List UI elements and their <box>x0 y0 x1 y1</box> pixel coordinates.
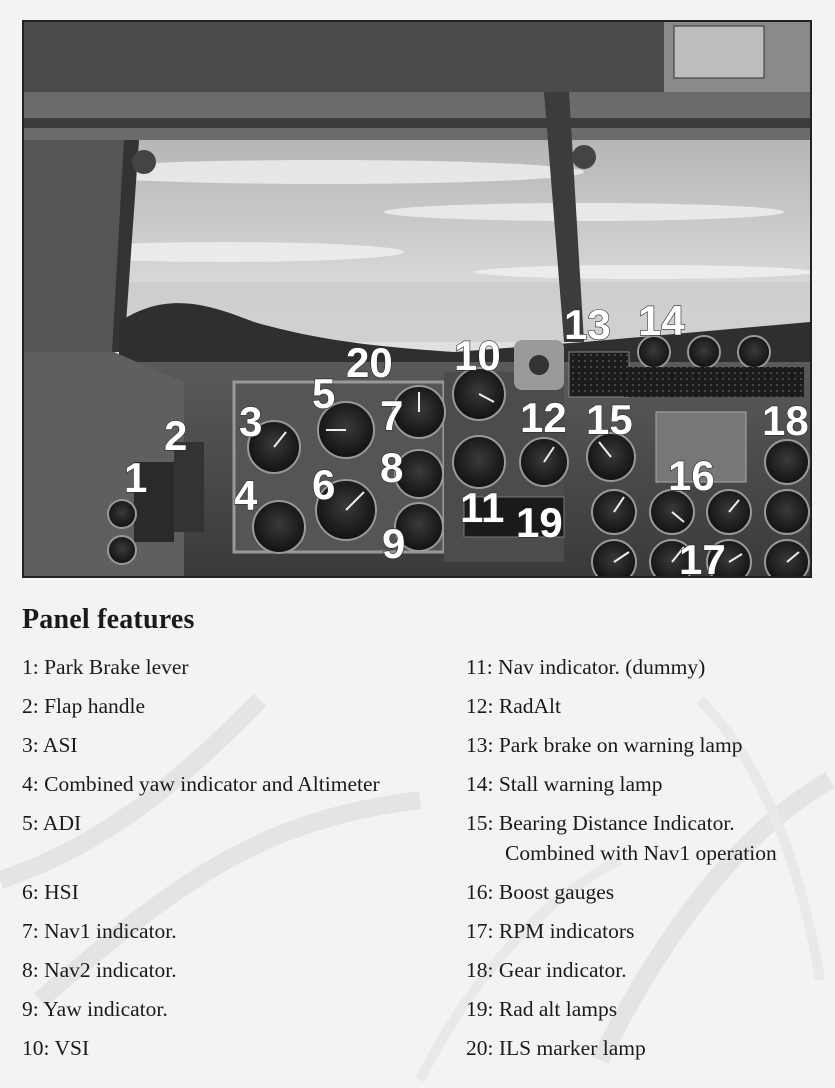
feature-item-17: 17: RPM indicators <box>466 919 635 943</box>
feature-item-15-continuation: Combined with Nav1 operation <box>505 841 777 865</box>
callout-2: 2 <box>164 412 188 459</box>
feature-item-13: 13: Park brake on warning lamp <box>466 733 743 757</box>
callout-15: 15 <box>586 396 633 443</box>
feature-item-19: 19: Rad alt lamps <box>466 997 618 1021</box>
feature-item-12: 12: RadAlt <box>466 694 561 718</box>
feature-item-1: 1: Park Brake lever <box>22 655 189 679</box>
feature-item-15-text: 15: Bearing Distance Indicator. <box>466 811 735 835</box>
callout-7: 7 <box>380 392 404 439</box>
callout-19: 19 <box>516 499 563 546</box>
feature-item-18: 18: Gear indicator. <box>466 958 627 982</box>
callout-16: 16 <box>668 452 715 499</box>
features-list-right <box>466 652 826 1072</box>
cockpit-illustration <box>24 22 810 576</box>
features-list-left <box>22 652 462 1072</box>
callout-11: 11 <box>460 484 505 531</box>
section-title: Panel features <box>22 604 195 635</box>
feature-item-14: 14: Stall warning lamp <box>466 772 663 796</box>
feature-item-9: 9: Yaw indicator. <box>22 997 168 1021</box>
callout-12: 12 <box>520 394 567 441</box>
feature-item-15 <box>466 808 826 877</box>
callout-17: 17 <box>679 536 726 576</box>
feature-item-2: 2: Flap handle <box>22 694 146 718</box>
callout-4: 4 <box>234 472 258 519</box>
feature-item-3: 3: ASI <box>22 733 78 757</box>
callout-9: 9 <box>382 520 406 567</box>
callout-18: 18 <box>762 397 809 444</box>
feature-item-16: 16: Boost gauges <box>466 880 615 904</box>
callout-6: 6 <box>312 461 336 508</box>
callout-14: 14 <box>638 297 685 344</box>
feature-item-20: 20: ILS marker lamp <box>466 1036 646 1060</box>
callout-10: 10 <box>454 332 501 379</box>
feature-item-8: 8: Nav2 indicator. <box>22 958 177 982</box>
callout-8: 8 <box>380 444 404 491</box>
feature-item-6: 6: HSI <box>22 880 79 904</box>
feature-item-5: 5: ADI <box>22 811 82 835</box>
feature-item-10: 10: VSI <box>22 1036 90 1060</box>
callout-20: 20 <box>346 339 393 386</box>
cockpit-panel-figure <box>22 20 812 578</box>
callout-3: 3 <box>239 398 263 445</box>
callout-5: 5 <box>312 370 336 417</box>
callout-1: 1 <box>124 454 148 501</box>
feature-item-7: 7: Nav1 indicator. <box>22 919 177 943</box>
feature-item-11: 11: Nav indicator. (dummy) <box>466 655 706 679</box>
callout-13: 13 <box>564 301 611 348</box>
feature-item-4: 4: Combined yaw indicator and Altimeter <box>22 772 380 796</box>
